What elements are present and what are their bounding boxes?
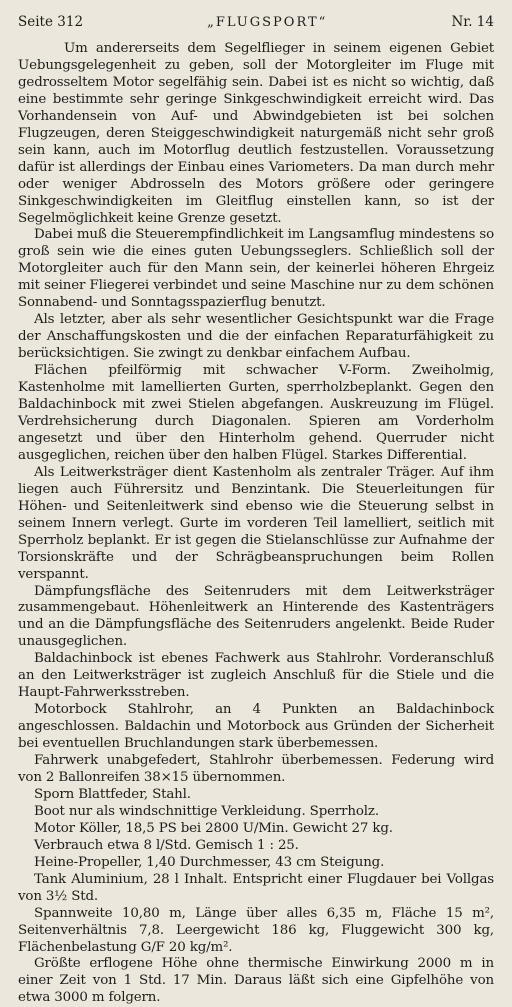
journal-title: „FLUGSPORT“: [207, 15, 328, 30]
running-header: [18, 14, 494, 31]
paragraph: Als letzter, aber als sehr wesentlicher Gesichtspunkt war die Frage der Anschaffungskosten und die der einfachen Reparaturfähigkeit zu berücksichtigen. Sie zwingt zu denkbar einfachem Aufbau.: [18, 312, 494, 362]
paragraph: Heine-Propeller, 1,40 Durchmesser, 43 cm Steigung.: [34, 854, 385, 870]
page-number: Seite 312: [18, 14, 84, 30]
paragraph: Verbrauch etwa 8 l/Std. Gemisch 1 : 25.: [34, 837, 299, 853]
paragraph: Um andererseits dem Segelflieger in seinem eigenen Gebiet Uebungsgelegenheit zu geben, soll der Motorgleiter im Fluge mit gedrosseltem Motor segelfähig sein. Dabei ist es nicht so wichtig, daß eine bestimmte sehr geringe Sinkgeschwindigkeit erreicht wird. Das Vorhandensein von Auf- und Abwindgebieten ist bei solchen Flugzeugen, deren Steiggeschwindigkeit naturgemäß nicht sehr groß sein kann, auch im Motorflug deutlich festzustellen. Voraussetzung dafür ist allerdings der Einbau eines Variometers. Da man durch mehr oder weniger Abdrosseln des Motors größere oder geringere Sinkgeschwindigkeiten im Gleitflug einstellen kann, so ist der Segelmöglichkeit keine Grenze gesetzt.: [18, 41, 494, 226]
paragraph: Fahrwerk unabgefedert, Stahlrohr überbemessen. Federung wird von 2 Ballonreifen 38×15 übernommen.: [18, 753, 494, 785]
paragraph: Dabei muß die Steuerempfindlichkeit im Langsamflug mindestens so groß sein wie die eines guten Uebungsseglers. Schließlich soll der Motorgleiter auch für den Mann sein, der keinerlei höheren Ehrgeiz mit seiner Fliegerei verbindet und seine Maschine nur zu dem schönen Sonnabend- und Sonntagsspazierflug benutzt.: [18, 227, 494, 311]
paragraph: Sporn Blattfeder, Stahl.: [34, 786, 191, 802]
paragraph: Als Leitwerksträger dient Kastenholm als zentraler Träger. Auf ihm liegen auch Führersitz und Benzintank. Die Steuerleitungen für Höhen- und Seitenleitwerk sind ebenso wie die Steuerung selbst in seinem Innern verlegt. Gurte im vorderen Teil lamelliert, seitlich mit Sperrholz beplankt. Er ist gegen die Stielanschlüsse zur Aufnahme der Torsionskräfte und der Schrägbeanspruchungen beim Rollen verspannt.: [18, 464, 494, 582]
paragraph: Baldachinbock ist ebenes Fachwerk aus Stahlrohr. Vorderanschluß an den Leitwerksträger ist zugleich Anschluß für die Stiele und die Haupt-Fahrwerksstreben.: [18, 651, 494, 701]
paragraph: Größte erflogene Höhe ohne thermische Einwirkung 2000 m in einer Zeit von 1 Std. 17 Min. Daraus läßt sich eine Gipfelhöhe von etwa 3000 m folgern.: [18, 956, 494, 1006]
issue-number: Nr. 14: [451, 14, 494, 30]
paragraph: Motorbock Stahlrohr, an 4 Punkten an Baldachinbock angeschlossen. Baldachin und Motorbock aus Gründen der Sicherheit bei eventuellen Bruchlandungen stark überbemessen.: [18, 702, 494, 752]
paragraph: Flächen pfeilförmig mit schwacher V-Form. Zweiholmig, Kastenholme mit lamellierten Gurten, sperrholzbeplankt. Gegen den Baldachinbock mit zwei Stielen abgefangen. Auskreuzung im Flügel. Verdrehsicherung durch Diagonalen. Spieren am Vorderholm angesetzt und über den Hinterholm gehend. Querruder nicht ausgeglichen, reichen über den halben Flügel. Starkes Differential.: [18, 363, 494, 463]
paragraph: Dämpfungsfläche des Seitenruders mit dem Leitwerksträger zusammengebaut. Höhenleitwerk an Hinterende des Kastenträgers und an die Dämpfungsfläche des Seitenruders angelenkt. Beide Ruder unausgeglichen.: [18, 583, 494, 650]
paragraph: Motor Köller, 18,5 PS bei 2800 U/Min. Gewicht 27 kg.: [34, 820, 393, 836]
article-body: [18, 41, 494, 1007]
paragraph: Tank Aluminium, 28 l Inhalt. Entspricht einer Flugdauer bei Vollgas von 3½ Std.: [18, 871, 494, 904]
paragraph: Spannweite 10,80 m, Länge über alles 6,35 m, Fläche 15 m², Seitenverhältnis 7,8. Leergewicht 186 kg, Fluggewicht 300 kg, Flächenbelastung G/F 20 kg/m².: [18, 905, 494, 955]
paragraph: Boot nur als windschnittige Verkleidung. Sperrholz.: [34, 803, 379, 819]
